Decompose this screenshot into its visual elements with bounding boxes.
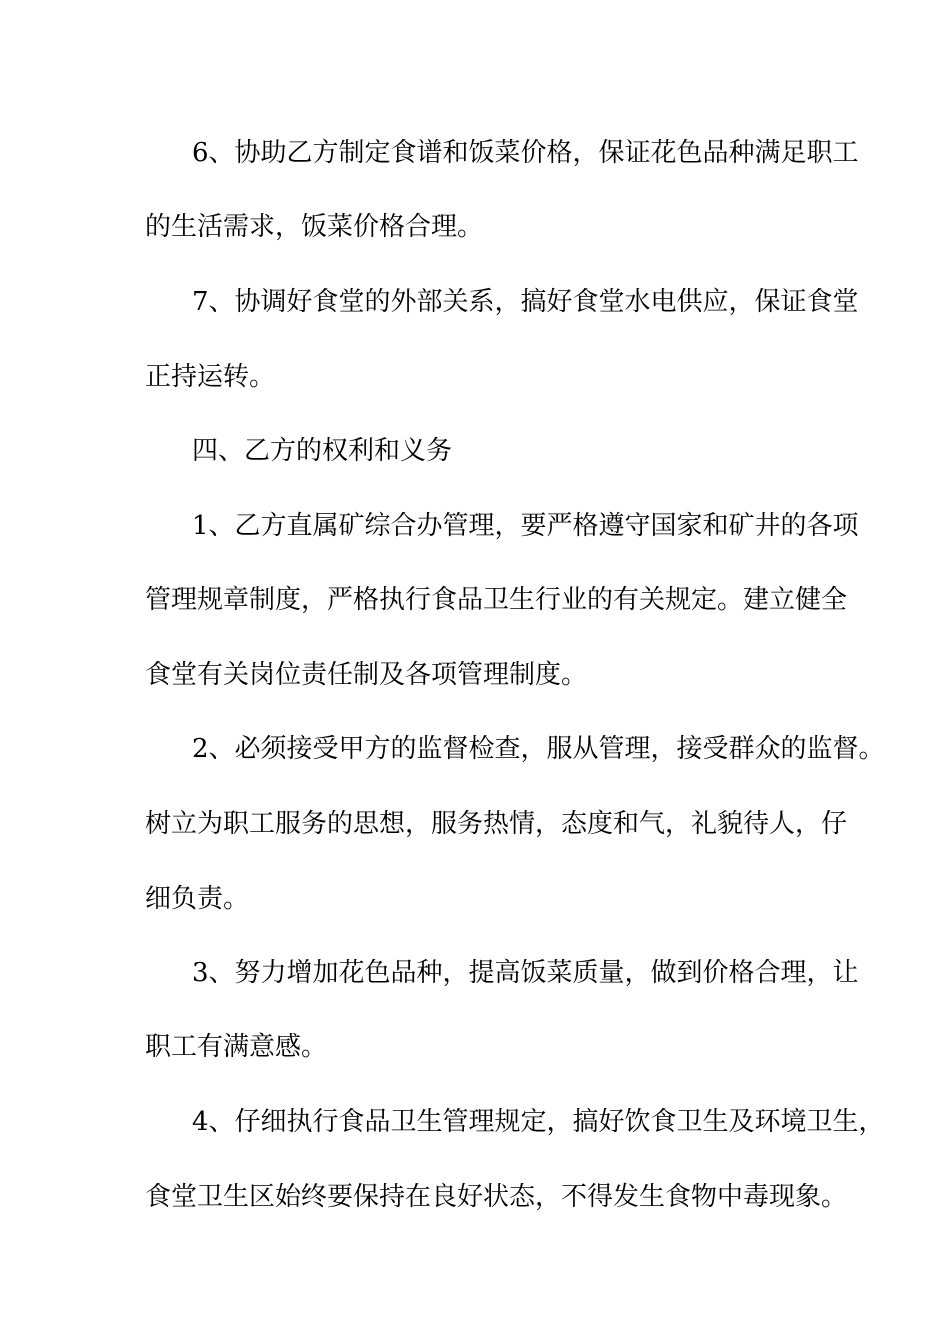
text-line-item1-end: 食堂有关岗位责任制及各项管理制度。 <box>145 660 588 690</box>
section-heading: 四、乙方的权利和义务 <box>192 436 453 466</box>
text-line-item7-start: 7、协调好食堂的外部关系，搞好食堂水电供应，保证食堂 <box>192 287 859 317</box>
text-line-item2-start: 2、必须接受甲方的监督检查，服从管理，接受群众的监督。 <box>192 734 885 764</box>
text-line-item6-start: 6、协助乙方制定食谱和饭菜价格，保证花色品种满足职工 <box>192 138 859 168</box>
text-line-item2-end: 细负责。 <box>145 884 250 914</box>
text-line-item2-middle: 树立为职工服务的思想，服务热情，态度和气，礼貌待人，仔 <box>145 809 848 839</box>
text-line-item1-middle: 管理规章制度，严格执行食品卫生行业的有关规定。建立健全 <box>145 585 848 615</box>
text-line-item3-end: 职工有满意感。 <box>145 1032 328 1062</box>
text-line-item4-end: 食堂卫生区始终要保持在良好状态，不得发生食物中毒现象。 <box>145 1182 848 1212</box>
text-line-item7-end: 正持运转。 <box>145 362 276 392</box>
text-line-item1-start: 1、乙方直属矿综合办管理，要严格遵守国家和矿井的各项 <box>192 511 859 541</box>
text-line-item4-start: 4、仔细执行食品卫生管理规定，搞好饮食卫生及环境卫生， <box>192 1107 885 1137</box>
text-line-item6-end: 的生活需求，饭菜价格合理。 <box>145 212 484 242</box>
text-line-item3-start: 3、努力增加花色品种，提高饭菜质量，做到价格合理，让 <box>192 958 859 988</box>
